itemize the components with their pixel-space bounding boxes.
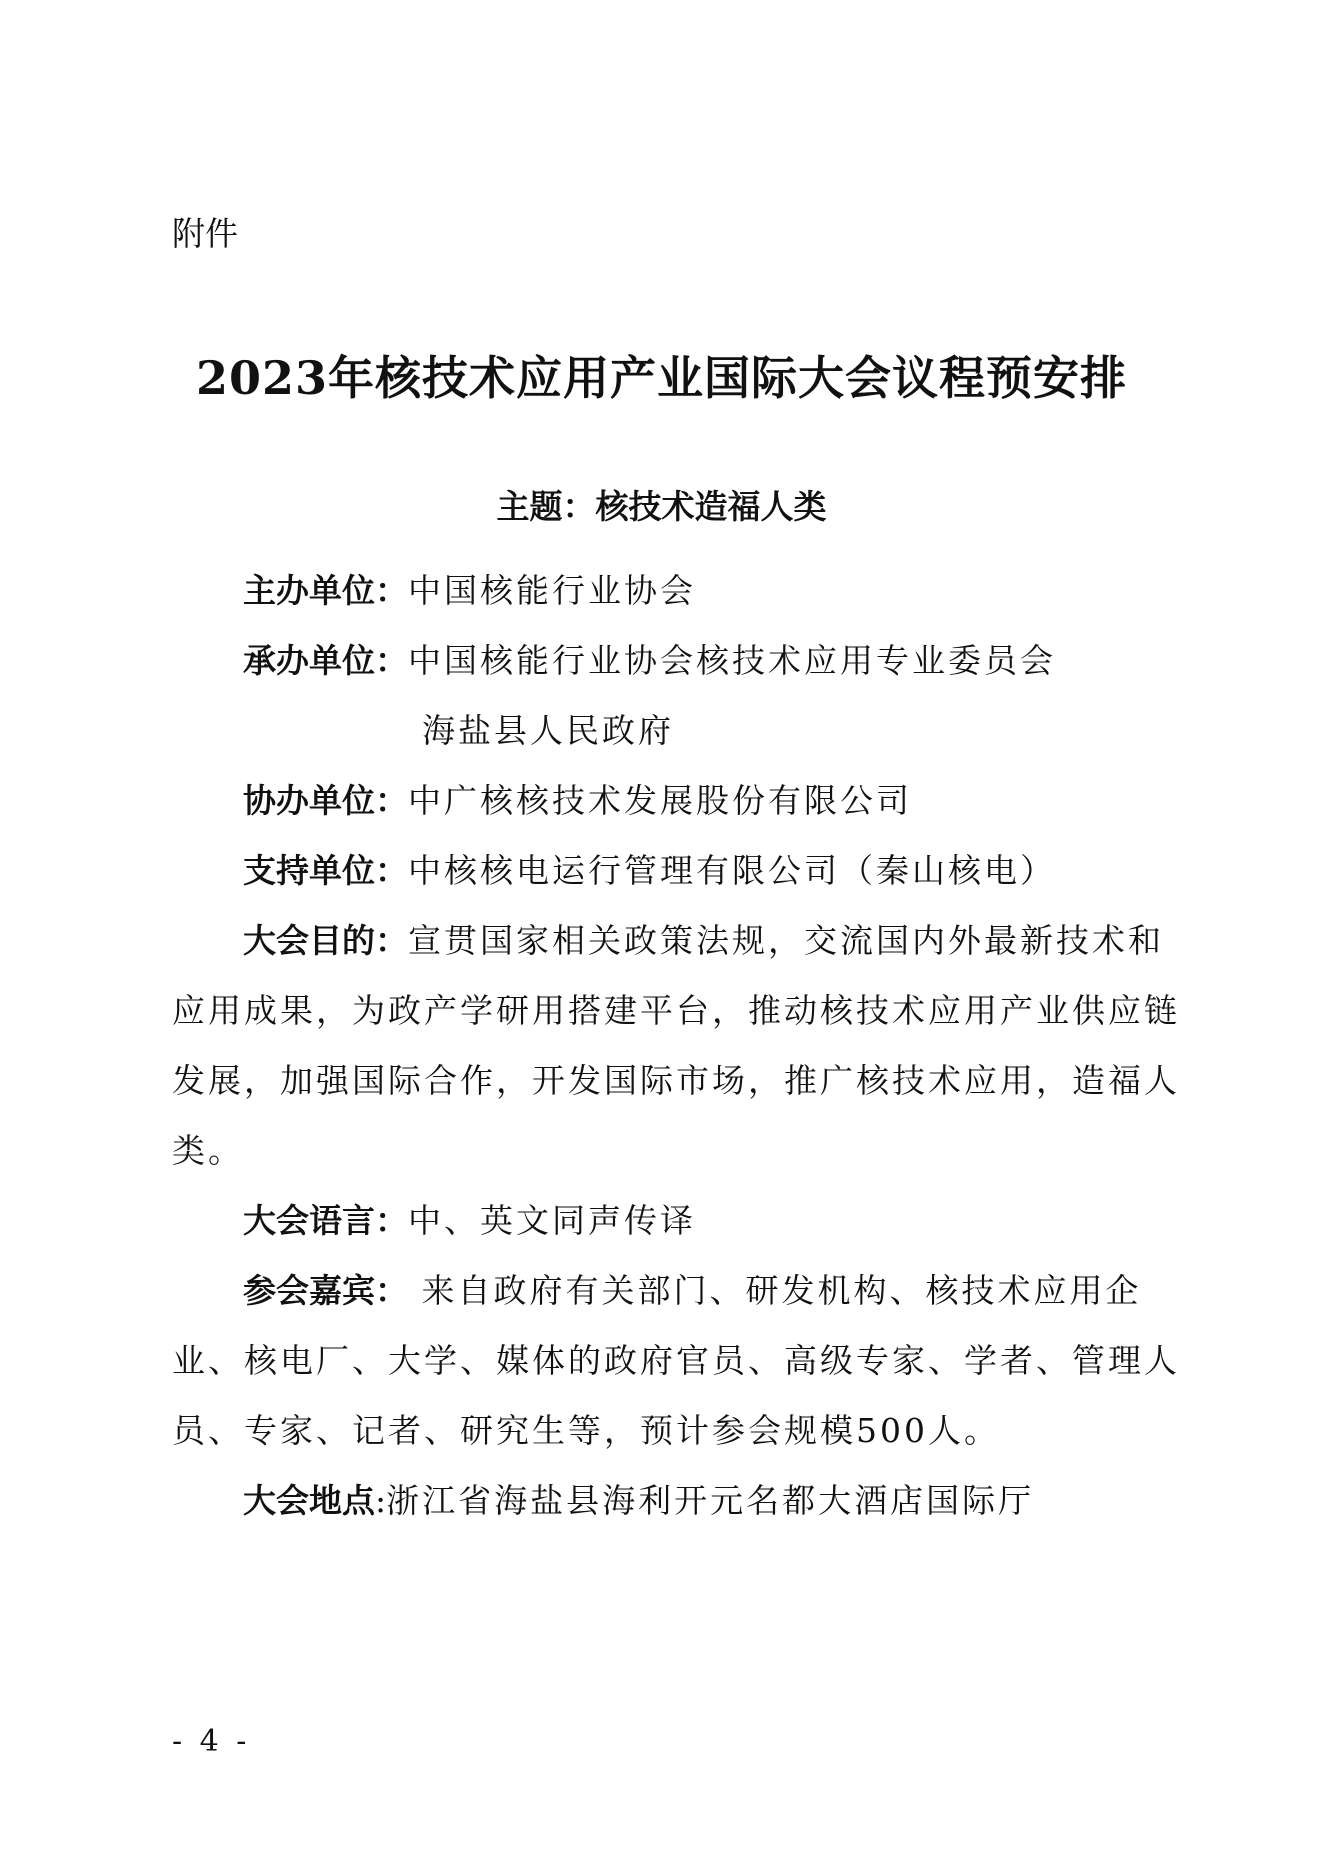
- venue-label: 大会地点: [243, 1481, 375, 1520]
- organizer-value-2: 海盐县人民政府: [422, 711, 674, 750]
- purpose-line-2: 应用成果，为政产学研用搭建平台，推动核技术应用产业供应链: [172, 991, 1180, 1030]
- host-label: 主办单位：: [243, 571, 408, 610]
- guests-line-2: 业、核电厂、大学、媒体的政府官员、高级专家、学者、管理人: [172, 1341, 1180, 1380]
- venue-value: 浙江省海盐县海利开元名都大酒店国际厅: [386, 1481, 1035, 1520]
- supporter-row: [243, 850, 1056, 892]
- venue-row: [243, 1480, 1034, 1522]
- conference-theme: 主题：核技术造福人类: [496, 487, 827, 526]
- guests-row: [243, 1270, 1142, 1312]
- host-row: [243, 570, 696, 612]
- co-organizer-value: 中广核核技术发展股份有限公司: [408, 781, 912, 820]
- purpose-label: 大会目的：: [243, 921, 408, 960]
- venue-separator: :: [375, 1481, 387, 1520]
- organizer-value-1: 中国核能行业协会核技术应用专业委员会: [408, 641, 1056, 680]
- host-value: 中国核能行业协会: [408, 571, 696, 610]
- guests-line-1: 来自政府有关部门、研发机构、核技术应用企: [408, 1271, 1142, 1310]
- guests-line-3: 员、专家、记者、研究生等，预计参会规模500人。: [172, 1411, 1000, 1450]
- supporter-label: 支持单位：: [243, 851, 408, 890]
- language-value: 中、英文同声传译: [408, 1201, 696, 1240]
- language-label: 大会语言：: [243, 1201, 408, 1240]
- purpose-row: [243, 920, 1164, 962]
- purpose-line-4: 类。: [172, 1131, 244, 1170]
- purpose-line-3: 发展，加强国际合作，开发国际市场，推广核技术应用，造福人: [172, 1061, 1180, 1100]
- language-row: [243, 1200, 696, 1242]
- co-organizer-label: 协办单位：: [243, 781, 408, 820]
- attachment-label: 附件: [172, 214, 238, 253]
- organizer-label: 承办单位：: [243, 641, 408, 680]
- document-title: 2023年核技术应用产业国际大会议程预安排: [195, 351, 1128, 405]
- organizer-row: [243, 640, 1056, 682]
- purpose-line-1: 宣贯国家相关政策法规，交流国内外最新技术和: [408, 921, 1164, 960]
- co-organizer-row: [243, 780, 912, 822]
- guests-label: 参会嘉宾：: [243, 1271, 408, 1310]
- supporter-value: 中核核电运行管理有限公司（秦山核电）: [408, 851, 1056, 890]
- page-number: - 4 -: [172, 1724, 251, 1759]
